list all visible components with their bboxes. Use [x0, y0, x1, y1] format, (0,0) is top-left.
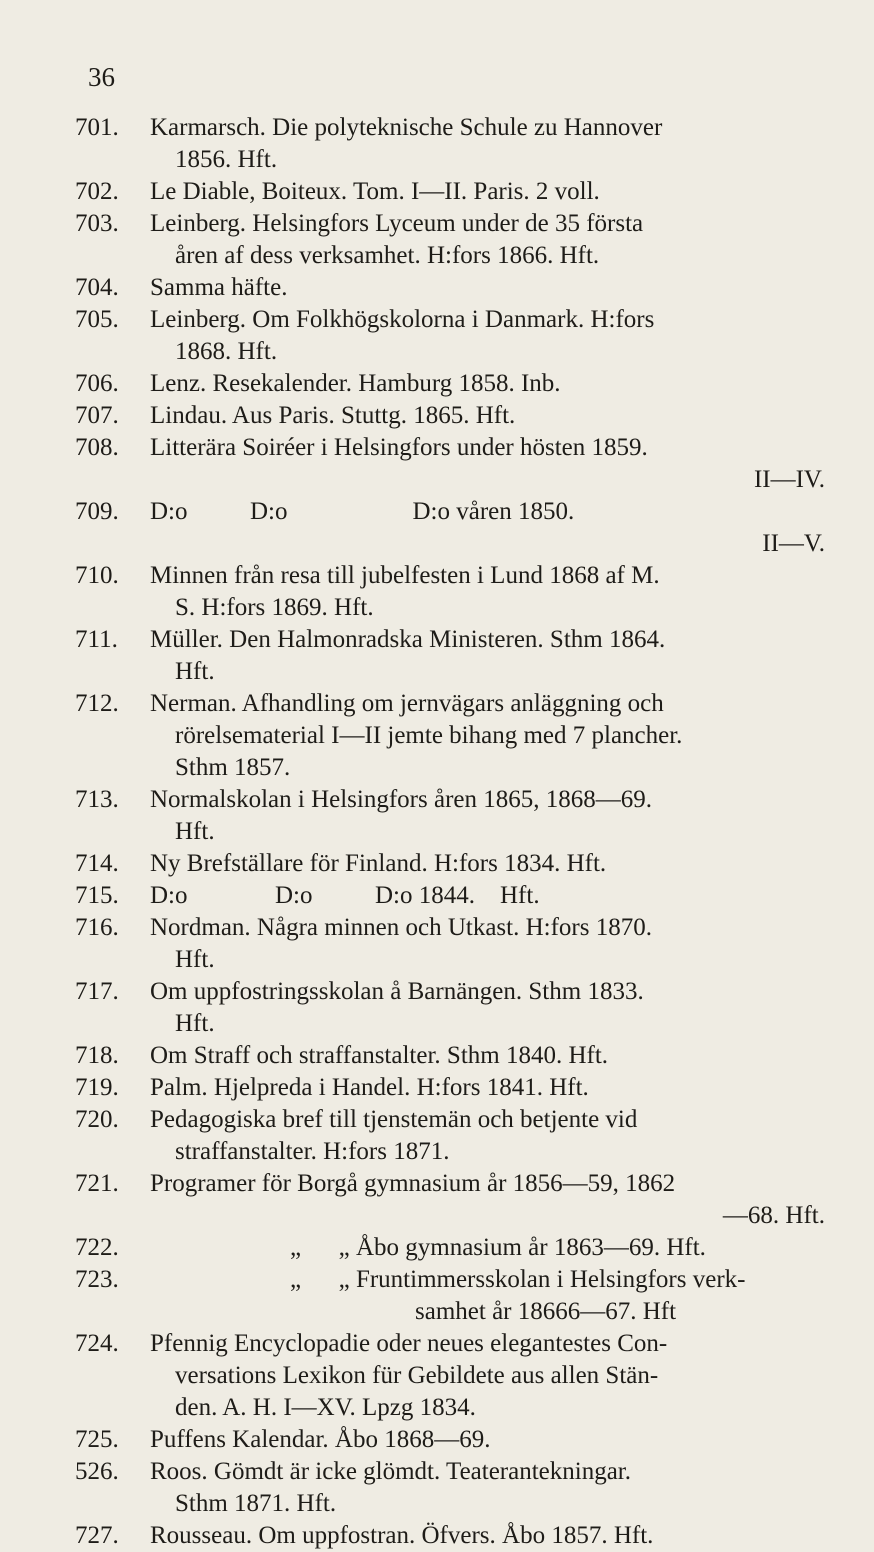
entry-number: 710. — [75, 562, 119, 589]
entry-text-line: versations Lexikon für Gebildete aus allen Stän- — [175, 1362, 659, 1389]
catalog-entry — [75, 880, 825, 912]
entry-number: 702. — [75, 178, 119, 205]
entry-number: 703. — [75, 210, 119, 237]
entry-number: 709. — [75, 498, 119, 525]
entry-number: 719. — [75, 1074, 119, 1101]
entry-number: 713. — [75, 786, 119, 813]
entry-text-line: åren af dess verksamhet. H:fors 1866. Hft. — [175, 242, 600, 269]
entry-number: 725. — [75, 1426, 119, 1453]
entry-number: 526. — [75, 1458, 119, 1485]
entry-text-line: Hft. — [175, 946, 215, 973]
entry-text-line: den. A. H. I—XV. Lpzg 1834. — [175, 1394, 476, 1421]
entry-text-line: straffanstalter. H:fors 1871. — [175, 1138, 450, 1165]
entry-text-line: Sthm 1857. — [175, 754, 291, 781]
catalog-entry — [75, 1264, 825, 1328]
entry-text-line: Lenz. Resekalender. Hamburg 1858. Inb. — [150, 370, 561, 397]
entry-number: 707. — [75, 402, 119, 429]
catalog-entry — [75, 496, 825, 560]
catalog-entry — [75, 624, 825, 688]
catalog-entry — [75, 1072, 825, 1104]
entry-number: 705. — [75, 306, 119, 333]
catalog-entry — [75, 400, 825, 432]
entry-number: 721. — [75, 1170, 119, 1197]
entry-text-line: 1856. Hft. — [175, 146, 278, 173]
entry-text-line: —68. Hft. — [722, 1202, 825, 1229]
entry-number: 722. — [75, 1234, 119, 1261]
entry-text-line: samhet år 18666—67. Hft — [415, 1298, 677, 1325]
catalog-entry — [75, 784, 825, 848]
entry-number: 718. — [75, 1042, 119, 1069]
entry-text-line: Litterära Soiréer i Helsingfors under hösten 1859. — [150, 434, 648, 461]
entry-text-line: 1868. Hft. — [175, 338, 278, 365]
catalog-entry — [75, 1424, 825, 1456]
entry-text-line: Minnen från resa till jubelfesten i Lund 1868 af M. — [150, 562, 660, 589]
entry-text-line: Hft. — [175, 818, 215, 845]
catalog-entries — [75, 112, 825, 1552]
entry-number: 701. — [75, 114, 119, 141]
entry-text-line: II—V. — [762, 530, 825, 557]
entry-number: 704. — [75, 274, 119, 301]
entry-text-line: Roos. Gömdt är icke glömdt. Teaterantekningar. — [150, 1458, 632, 1485]
entry-text-line: II—IV. — [753, 466, 825, 493]
entry-text-line: Palm. Hjelpreda i Handel. H:fors 1841. Hft. — [150, 1074, 589, 1101]
catalog-entry — [75, 1328, 825, 1424]
entry-text-line: Samma häfte. — [150, 274, 288, 301]
entry-number: 724. — [75, 1330, 119, 1357]
entry-text-line: Le Diable, Boiteux. Tom. I—II. Paris. 2 voll. — [150, 178, 600, 205]
entry-text-line: Leinberg. Helsingfors Lyceum under de 35 första — [150, 210, 644, 237]
catalog-entry — [75, 912, 825, 976]
entry-text-line: Leinberg. Om Folkhögskolorna i Danmark. H:fors — [150, 306, 655, 333]
catalog-entry — [75, 848, 825, 880]
entry-text-line: Hft. — [175, 658, 215, 685]
entry-text-line: „ „ Fruntimmersskolan i Helsingfors verk- — [290, 1266, 746, 1293]
catalog-entry — [75, 208, 825, 272]
catalog-entry — [75, 688, 825, 784]
entry-number: 715. — [75, 882, 119, 909]
entry-text-line: rörelsematerial I—II jemte bihang med 7 plancher. — [175, 722, 683, 749]
entry-text-line: Müller. Den Halmonradska Ministeren. Sthm 1864. — [150, 626, 666, 653]
entry-text-line: Programer för Borgå gymnasium år 1856—59, 1862 — [150, 1170, 676, 1197]
catalog-entry — [75, 432, 825, 496]
entry-number: 708. — [75, 434, 119, 461]
entry-text-line: Om Straff och straffanstalter. Sthm 1840. Hft. — [150, 1042, 609, 1069]
entry-text-line: Pfennig Encyclopadie oder neues elegantestes Con- — [150, 1330, 668, 1357]
entry-text-line: Karmarsch. Die polyteknische Schule zu Hannover — [150, 114, 663, 141]
entry-number: 727. — [75, 1522, 119, 1549]
entry-number: 723. — [75, 1266, 119, 1293]
entry-text-line: Om uppfostringsskolan å Barnängen. Sthm 1833. — [150, 978, 644, 1005]
entry-text-line: D:o D:o D:o våren 1850. — [150, 498, 575, 525]
catalog-entry — [75, 1520, 825, 1552]
catalog-entry — [75, 1456, 825, 1520]
entry-number: 720. — [75, 1106, 119, 1133]
catalog-entry — [75, 1040, 825, 1072]
entry-number: 714. — [75, 850, 119, 877]
catalog-entry — [75, 1104, 825, 1168]
entry-text-line: „ „ Åbo gymnasium år 1863—69. Hft. — [290, 1234, 706, 1261]
catalog-entry — [75, 272, 825, 304]
entry-text-line: Pedagogiska bref till tjenstemän och betjente vid — [150, 1106, 638, 1133]
entry-text-line: Nerman. Afhandling om jernvägars anläggning och — [150, 690, 664, 717]
catalog-entry — [75, 112, 825, 176]
entry-text-line: Hft. — [175, 1010, 215, 1037]
entry-number: 717. — [75, 978, 119, 1005]
entry-text-line: Nordman. Några minnen och Utkast. H:fors 1870. — [150, 914, 652, 941]
page-number: 36 — [88, 62, 115, 92]
entry-text-line: Ny Brefställare för Finland. H:fors 1834. Hft. — [150, 850, 607, 877]
catalog-entry — [75, 304, 825, 368]
entry-number: 711. — [75, 626, 118, 653]
entry-number: 712. — [75, 690, 119, 717]
catalog-entry — [75, 368, 825, 400]
catalog-entry — [75, 976, 825, 1040]
entry-number: 706. — [75, 370, 119, 397]
catalog-entry — [75, 1232, 825, 1264]
entry-text-line: D:o D:o D:o 1844. Hft. — [150, 882, 540, 909]
entry-text-line: Rousseau. Om uppfostran. Öfvers. Åbo 1857. Hft. — [150, 1522, 654, 1549]
entry-text-line: Lindau. Aus Paris. Stuttg. 1865. Hft. — [150, 402, 516, 429]
entry-text-line: S. H:fors 1869. Hft. — [175, 594, 374, 621]
entry-text-line: Normalskolan i Helsingfors åren 1865, 1868—69. — [150, 786, 653, 813]
entry-text-line: Puffens Kalendar. Åbo 1868—69. — [150, 1426, 491, 1453]
catalog-entry — [75, 176, 825, 208]
entry-number: 716. — [75, 914, 119, 941]
entry-text-line: Sthm 1871. Hft. — [175, 1490, 337, 1517]
catalog-entry — [75, 1168, 825, 1232]
catalog-entry — [75, 560, 825, 624]
